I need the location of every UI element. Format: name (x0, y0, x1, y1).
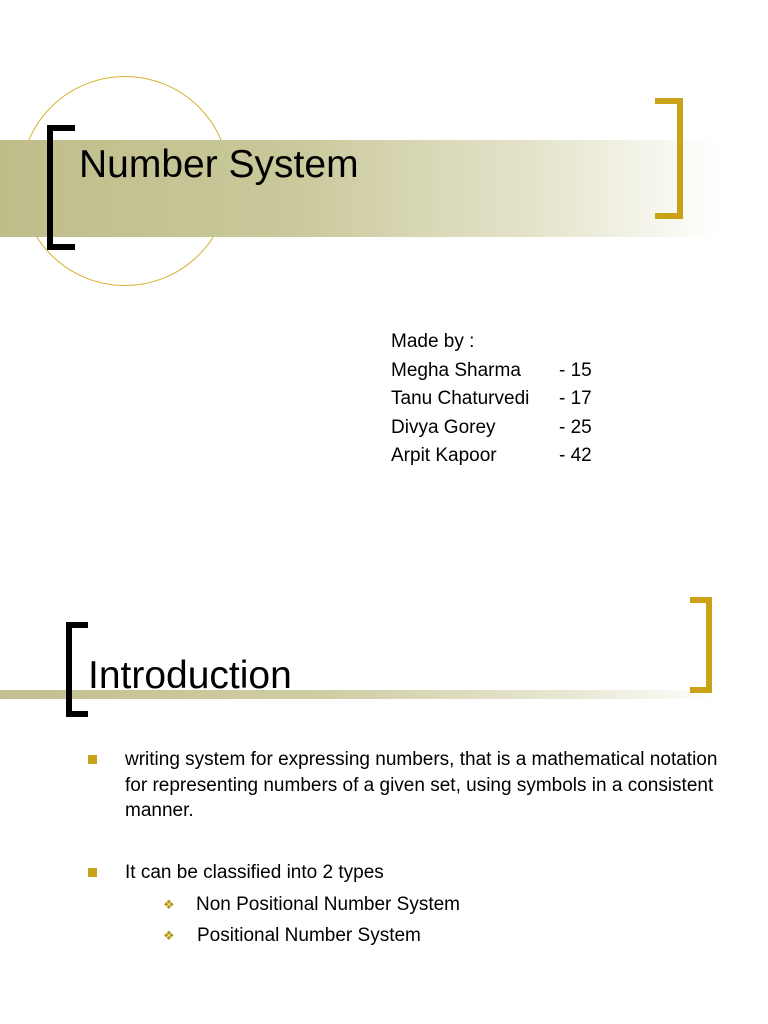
member-number: - 17 (559, 388, 592, 409)
diamond-bullet-icon: ❖ (163, 928, 175, 943)
left-bracket-icon (47, 125, 75, 250)
member-name: Megha Sharma (391, 359, 521, 381)
member-name: Arpit Kapoor (391, 445, 497, 466)
member-number: - 42 (559, 445, 592, 466)
member-number: - 25 (559, 416, 592, 438)
member-name: Tanu Chaturvedi (391, 388, 530, 409)
slide-introduction (0, 512, 768, 1024)
square-bullet-icon (88, 868, 97, 877)
diamond-bullet-icon: ❖ (163, 897, 175, 912)
right-bracket-icon (655, 98, 683, 219)
member-row (391, 385, 592, 414)
credits-block (391, 328, 592, 471)
member-row (391, 442, 592, 471)
credits-heading: Made by : (391, 331, 475, 352)
slide-title: Number System (79, 143, 359, 186)
left-bracket-icon (66, 622, 88, 717)
member-row (391, 414, 592, 443)
sub-bullet-text: Non Positional Number System (196, 894, 460, 915)
member-number: - 15 (559, 359, 592, 381)
bullet-text: writing system for expressing numbers, that is a mathematical notation for representing numbers of a given set, using symbols in a consistent manner. (125, 749, 718, 821)
slide-title: Introduction (88, 654, 292, 697)
bullet-text: It can be classified into 2 types (125, 862, 384, 883)
sub-bullet-text: Positional Number System (197, 925, 421, 946)
member-name: Divya Gorey (391, 416, 496, 438)
member-row (391, 357, 592, 386)
right-bracket-icon (690, 597, 712, 693)
square-bullet-icon (88, 755, 97, 764)
